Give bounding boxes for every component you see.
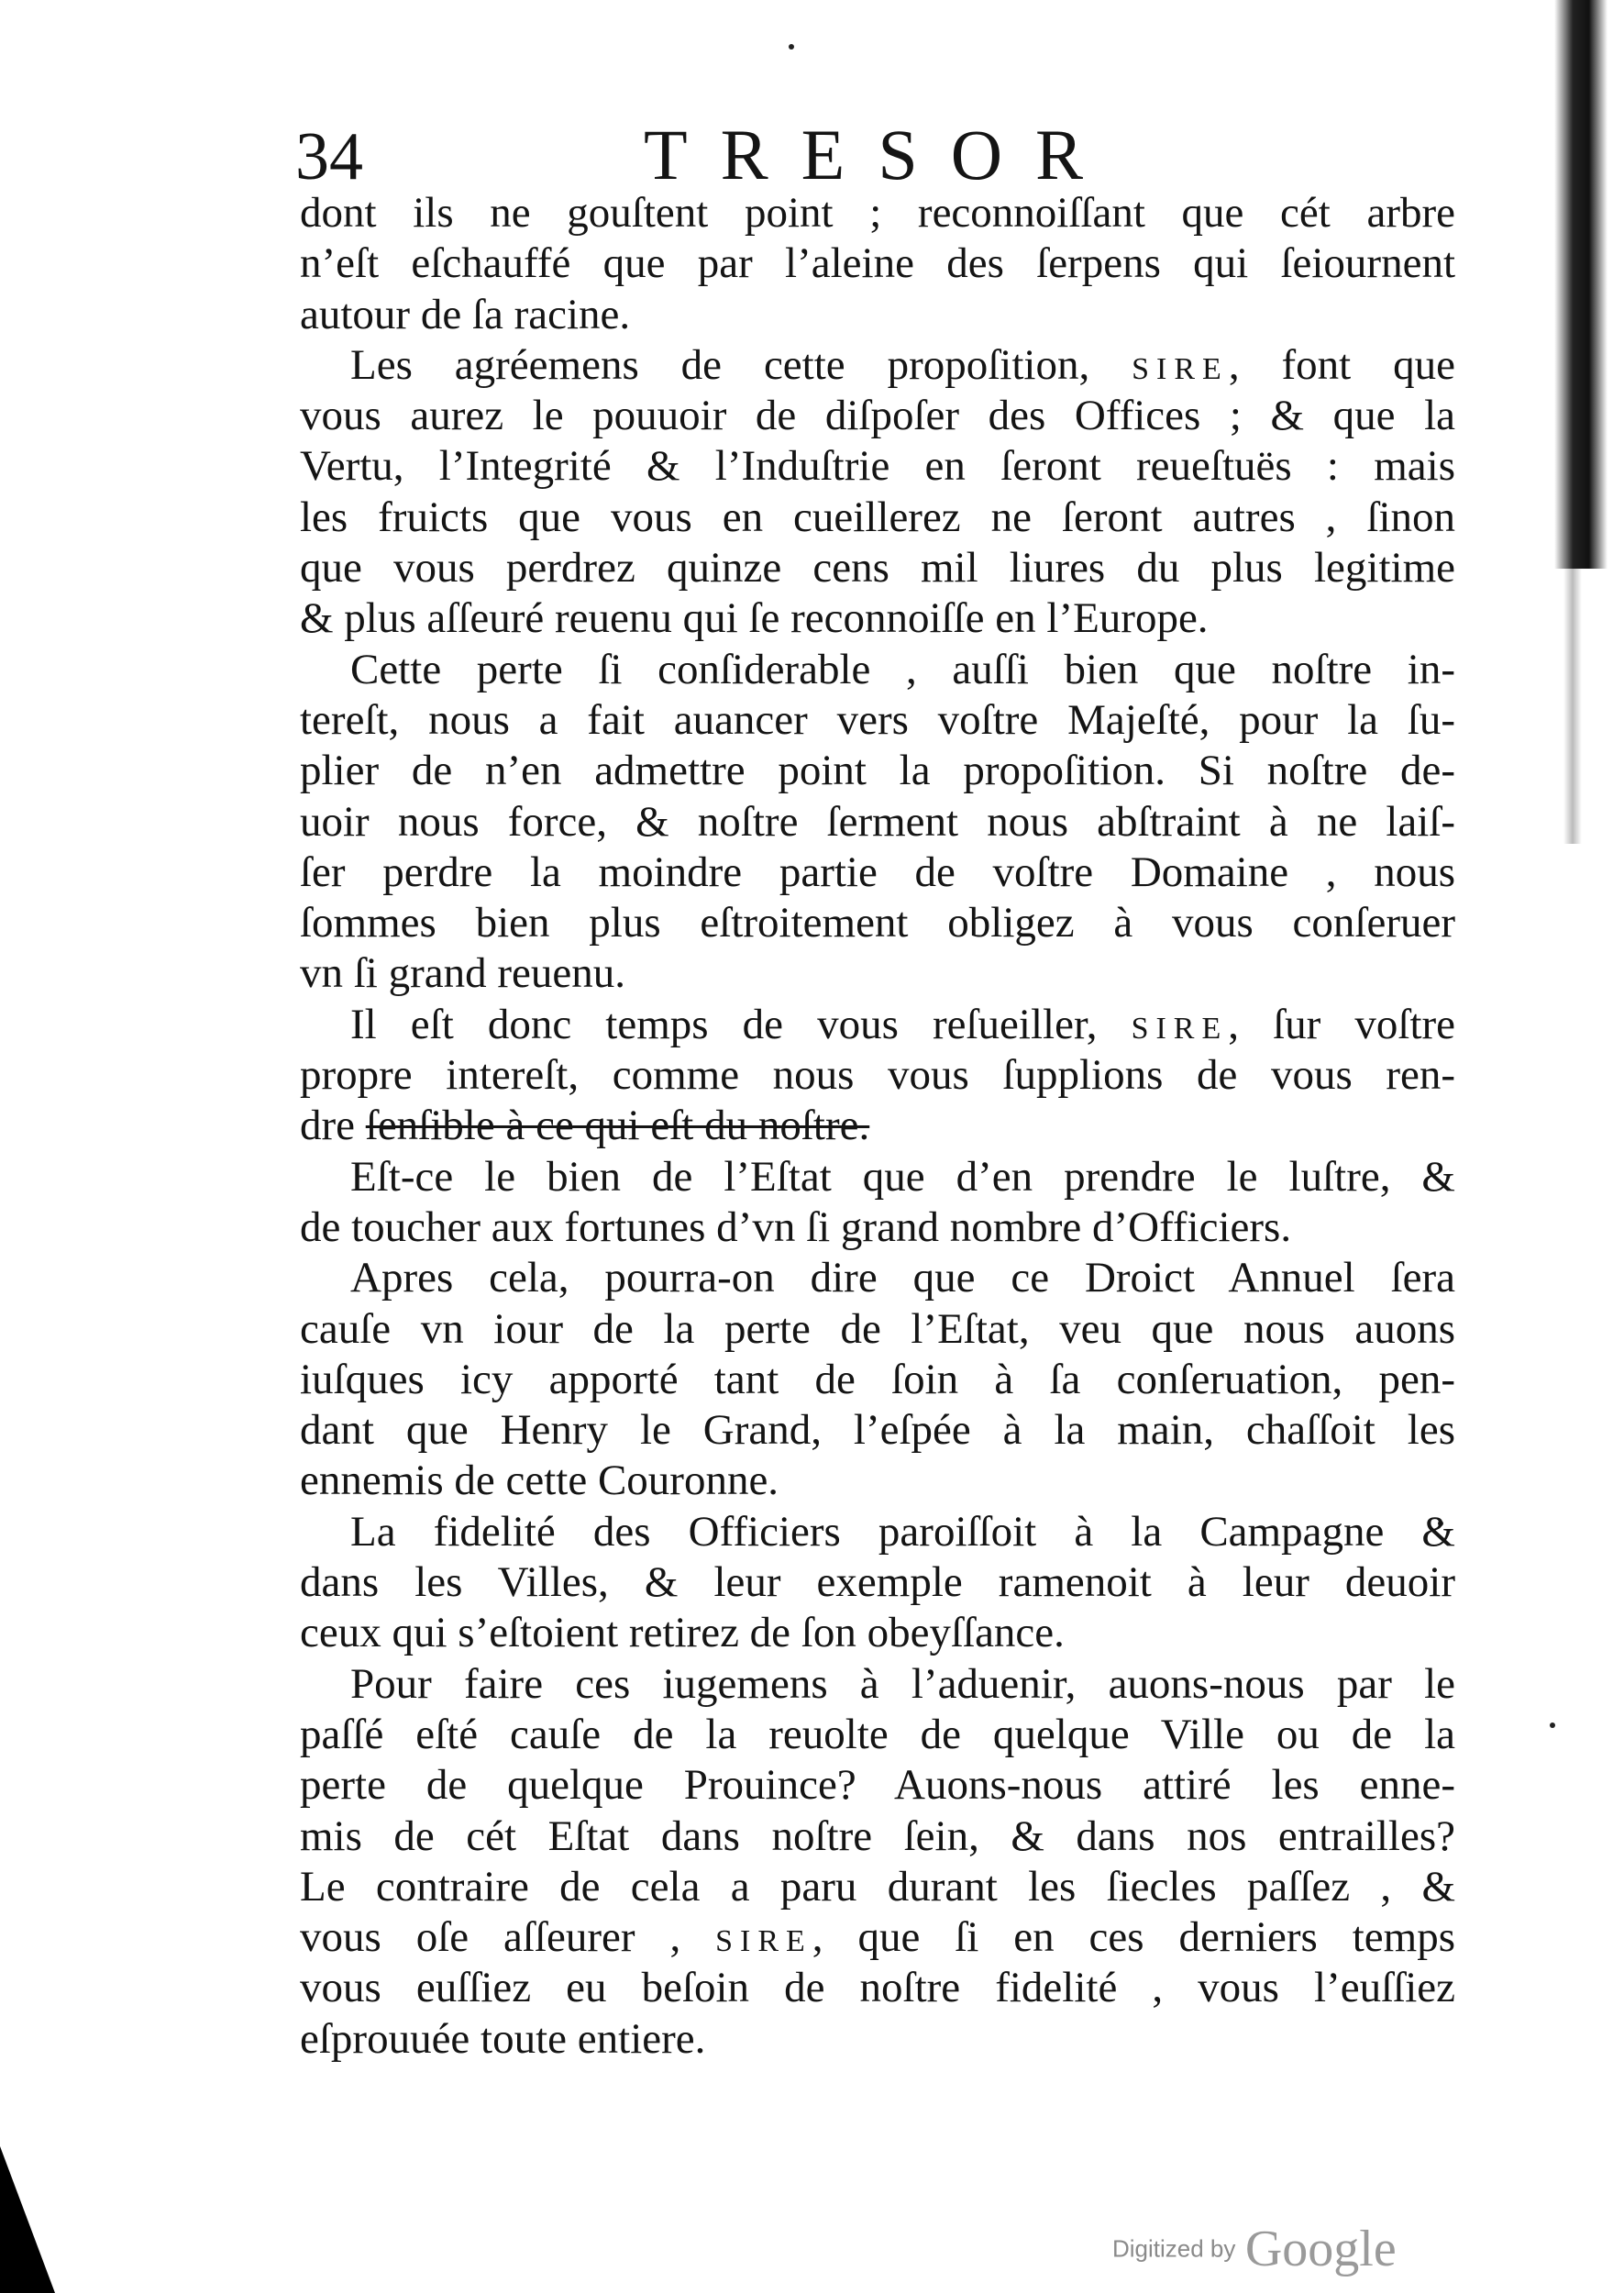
text-segment: Le contraire de cela a paru durant les ſiecles paſſez , & [300,1862,1455,1911]
text-segment: , font que [1228,340,1456,389]
text-segment: dans les Villes, & leur exemple ramenoit à leur deuoir [300,1558,1455,1607]
text-line [300,340,1455,391]
text-line [300,1355,1455,1405]
text-segment: Les agréemens de cette propoſition, [350,340,1132,389]
text-line [300,1963,1455,2013]
ink-speck [789,44,794,50]
paragraph [300,1000,1455,1152]
text-segment: eſprouuée toute entiere. [300,2014,706,2063]
text-line [300,391,1455,441]
text-segment: vous euſſiez eu beſoin de noſtre fidelité , vous l’euſſiez [300,1964,1455,2012]
running-title: TRESOR [644,115,1117,194]
text-line [300,797,1455,847]
text-line [300,1253,1455,1303]
paragraph [300,188,1455,340]
text-segment: Il eſt donc temps de vous reſueiller, [350,1000,1132,1048]
text-segment: dont ils ne gouſtent point ; reconnoiſſant que cét arbre [300,189,1455,237]
text-segment: uoir nous force, & noſtre ſerment nous abſtraint à ne laiſ- [300,797,1455,846]
text-segment: ſer perdre la moindre partie de voſtre Domaine , nous [300,847,1455,896]
text-line [300,2014,1455,2065]
text-line [300,1507,1455,1557]
text-line [300,1101,1455,1151]
text-segment: , que ſi en ces derniers temps [812,1913,1455,1962]
struck-text: ſenſible à ce qui eſt du noſtre. [365,1102,870,1150]
text-segment: vous oſe aſſeurer , [300,1913,716,1962]
text-line [300,1608,1455,1658]
text-line [300,645,1455,695]
paragraph [300,645,1455,1000]
sire-small-caps: SIRE [1131,1011,1229,1046]
paragraph [300,1659,1455,2065]
text-segment: que vous perdrez quinze cens mil liures du plus legitime [300,544,1455,593]
text-segment: iuſques icy apporté tant de ſoin à ſa conſeruation, pen- [300,1355,1455,1403]
page-edge-shadow [1563,569,1582,844]
text-segment: Eſt-ce le bien de l’Eſtat que d’en prendre le luſtre, & [350,1152,1455,1201]
text-segment: vn ſi grand reuenu. [300,949,626,998]
text-line [300,1202,1455,1253]
text-segment: perte de quelque Prouince? Auons-nous attiré les enne- [300,1761,1455,1810]
text-segment: Pour faire ces iugemens à l’aduenir, auons-nous par le [350,1659,1455,1708]
text-line [300,898,1455,948]
digitization-watermark [1112,2220,1397,2275]
text-segment: , ſur voſtre [1228,1000,1456,1048]
text-segment: Cette perte ſi conſiderable , auſſi bien que noſtre in- [350,645,1455,693]
text-line [300,1557,1455,1608]
text-line [300,746,1455,796]
text-segment: vous aurez le pouuoir de diſpoſer des Offices ; & que la [300,392,1455,440]
text-line [300,290,1455,340]
paragraph [300,1507,1455,1659]
text-line [300,1811,1455,1862]
text-line [300,593,1455,644]
text-segment: paſſé eſté cauſe de la reuolte de quelque Ville ou de la [300,1710,1455,1758]
text-line [300,1152,1455,1202]
text-segment: Apres cela, pourra-on dire que ce Droict Annuel ſera [350,1254,1455,1302]
text-line [300,493,1455,543]
ink-speck [1550,1723,1555,1728]
body-text [300,188,1455,2065]
text-segment: ennemis de cette Couronne. [300,1457,779,1505]
paragraph [300,340,1455,645]
text-segment: dant que Henry le Grand, l’eſpée à la main, chaſſoit les [300,1406,1455,1455]
text-line [300,1862,1455,1912]
text-line [300,1659,1455,1710]
text-line [300,441,1455,492]
text-segment: plier de n’en admettre point la propoſition. Si noſtre de- [300,747,1455,795]
text-line [300,1050,1455,1101]
watermark-brand: Google [1244,2221,1397,2277]
text-line [300,847,1455,898]
page-edge-bleed [1554,0,1607,569]
text-line [300,1000,1455,1050]
text-segment: cauſe vn iour de la perte de l’Eſtat, veu que nous auons [300,1304,1455,1353]
text-segment: propre intereſt, comme nous vous ſupplions de vous ren- [300,1051,1455,1100]
text-segment: La fidelité des Officiers paroiſſoit à la Campagne & [350,1507,1455,1556]
sire-small-caps: SIRE [715,1924,812,1959]
text-segment: Vertu, l’Integrité & l’Induſtrie en ſeront reueſtuës : mais [300,442,1455,491]
text-line [300,1304,1455,1355]
text-segment: mis de cét Eſtat dans noſtre ſein, & dans nos entrailles? [300,1811,1455,1860]
text-line [300,238,1455,289]
text-segment: dre [300,1102,366,1150]
watermark-prefix: Digitized by [1112,2234,1236,2263]
text-line [300,1710,1455,1760]
text-line [300,695,1455,746]
paragraph [300,1253,1455,1506]
text-line [300,948,1455,999]
text-segment: autour de ſa racine. [300,290,631,338]
text-segment: tereſt, nous a fait auancer vers voſtre Majeſté, pour la ſu- [300,695,1455,744]
text-line [300,1456,1455,1506]
text-segment: n’eſt eſchauffé que par l’aleine des ſerpens qui ſeiournent [300,239,1455,288]
text-line [300,1760,1455,1811]
text-segment: ceux qui s’eſtoient retirez de ſon obeyſſance. [300,1609,1065,1657]
text-line [300,543,1455,593]
text-segment: les fruicts que vous en cueillerez ne ſeront autres , ſinon [300,493,1455,541]
sire-small-caps: SIRE [1132,351,1229,386]
text-line [300,188,1455,238]
paragraph [300,1152,1455,1254]
page-number: 34 [295,119,363,194]
page-corner-shadow [0,2146,55,2293]
text-segment: de toucher aux fortunes d’vn ſi grand nombre d’Officiers. [300,1202,1292,1251]
text-segment: & plus aſſeuré reuenu qui ſe reconnoiſſe en l’Europe. [300,594,1209,643]
text-line [300,1912,1455,1963]
text-segment: ſommes bien plus eſtroitement obligez à vous conſeruer [300,899,1455,947]
text-line [300,1405,1455,1456]
